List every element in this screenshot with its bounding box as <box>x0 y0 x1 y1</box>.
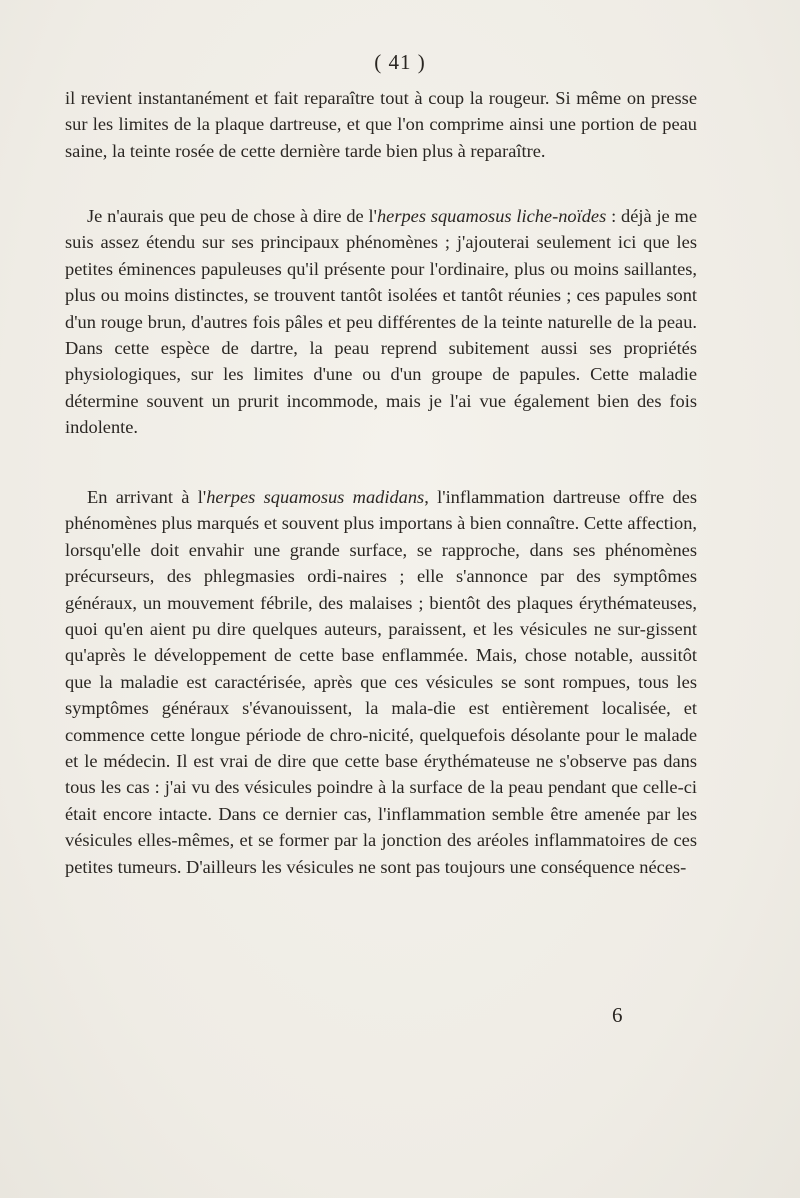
paragraph-3-text <box>65 484 697 880</box>
paragraph-3-italic-term: herpes squamosus madidans <box>206 487 425 507</box>
signature-number: 6 <box>612 1003 623 1027</box>
paragraph-2-segment-3: : déjà je me suis assez étendu sur ses principaux phénomènes ; j'ajouterai seulement ici que les petites éminences papuleuses qu'il présente pour l'ordinaire, plus ou moins saillantes, plus ou moins distinctes, se trouvent tantôt isolées et tantôt réunies ; ces papules sont d'un rouge brun, d'autres fois pâles et peu différentes de la teinte naturelle de la peau. Dans cette espèce de dartre, la peau reprend subitement aussi ses propriétés physiologiques, sur les limites d'une ou d'un groupe de papules. Cette maladie détermine souvent un prurit incommode, mais je l'ai vue également bien des fois indolente. <box>65 206 697 438</box>
paragraph-2-text <box>65 203 697 441</box>
paragraph-3-segment-1: En arrivant à l' <box>87 487 207 507</box>
paragraph-2-segment-1: Je n'aurais que peu de chose à dire de l' <box>87 206 377 226</box>
paragraph-3-segment-3: , l'inflammation dartreuse offre des phénomènes plus marqués et souvent plus importans à bien connaître. Cette affection, lorsqu'elle doit envahir une grande surface, se rapproche, dans ses phénomènes précurseurs, des phlegmasies ordi-naires ; elle s'annonce par des symptômes généraux, un mouvement fébrile, des malaises ; bientôt des plaques érythémateuses, quoi qu'en aient pu dire quelques auteurs, paraissent, et les vésicules ne sur-gissent qu'après le développement de cette base enflammée. Mais, chose notable, aussitôt que la maladie est caractérisée, après que ces vésicules se sont rompues, tous les symptômes généraux s'évanouissent, la mala-die est entièrement localisée, et commence cette longue période de chro-nicité, quelquefois désolante pour le malade et le médecin. Il est vrai de dire que cette base érythémateuse ne s'observe pas dans tous les cas : j'ai vu des vésicules poindre à la surface de la peau pendant que celle-ci était encore intacte. Dans ce dernier cas, l'inflammation semble être amenée par les vésicules elles-mêmes, et se former par la jonction des aréoles inflammatoires de ces petites tumeurs. D'ailleurs les vésicules ne sont pas toujours une conséquence néces- <box>65 487 697 877</box>
paragraph-1 <box>65 85 697 164</box>
paragraph-1-segment-1: il revient instantanément et fait reparaître tout à coup la rougeur. Si même on presse sur les limites de la plaque dartreuse, et que l'on comprime ainsi une portion de peau saine, la teinte rosée de cette dernière tarde bien plus à reparaître. <box>65 88 697 161</box>
paragraph-2-italic-term: herpes squamosus liche-noïdes <box>376 206 607 226</box>
paragraph-2 <box>65 203 697 441</box>
paragraph-3 <box>65 484 697 880</box>
page-number: ( 41 ) <box>374 50 426 74</box>
paragraph-1-text <box>65 85 697 164</box>
